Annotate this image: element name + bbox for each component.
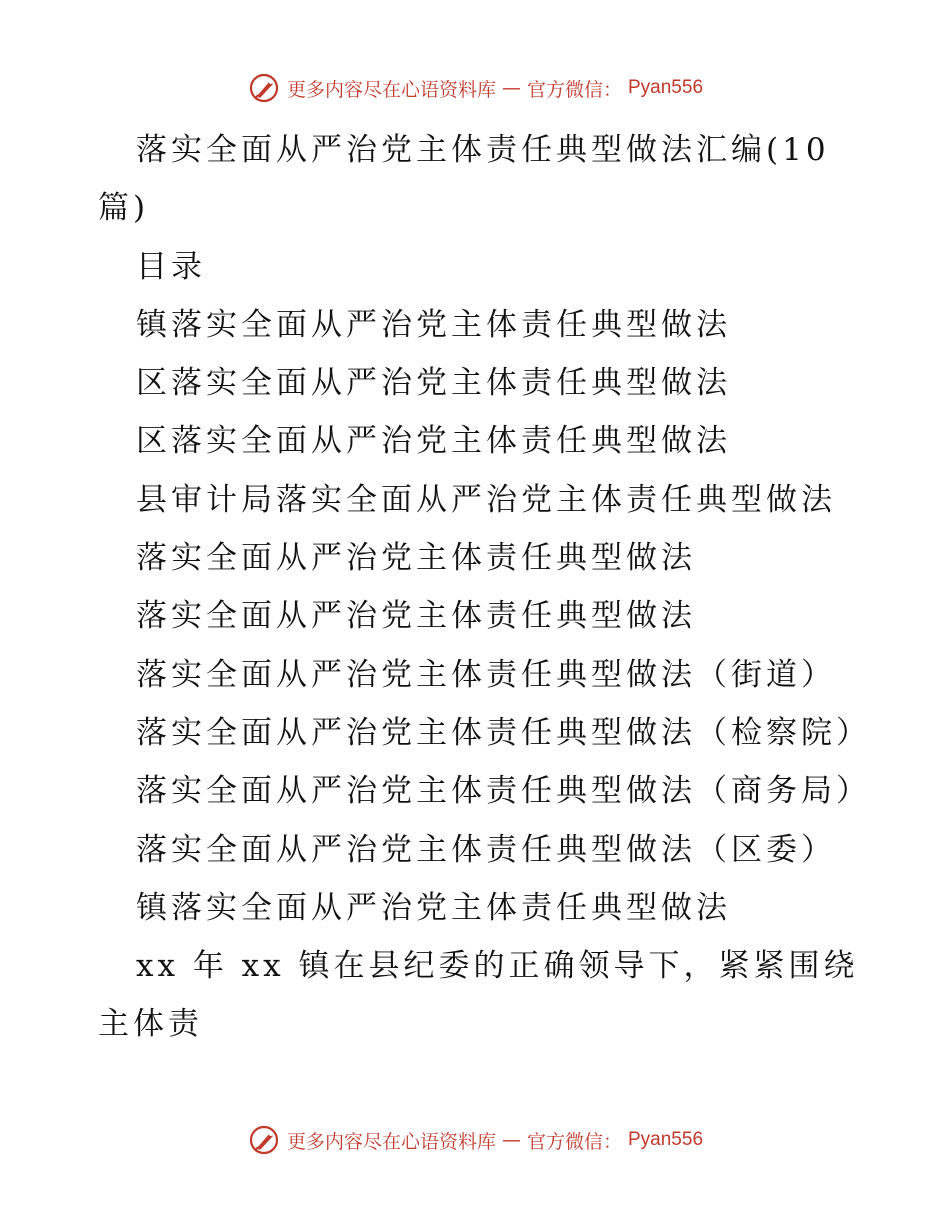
toc-item: 落实全面从严治党主体责任典型做法（商务局） [136, 773, 871, 810]
quill-pen-logo-icon [247, 1123, 281, 1157]
toc-heading: 目录 [136, 248, 206, 285]
toc-item: 县审计局落实全面从严治党主体责任典型做法 [136, 481, 836, 518]
banner-label: 官方微信： [526, 1130, 622, 1153]
body-line-1: xx 年 xx 镇在县纪委的正确领导下，紧紧围绕 [136, 948, 859, 985]
banner-separator: — [501, 77, 521, 99]
banner-account: Pyan556 [628, 1129, 704, 1150]
toc-item: 落实全面从严治党主体责任典型做法（街道） [136, 656, 836, 693]
body-paragraph [98, 937, 859, 1054]
toc-item: 落实全面从严治党主体责任典型做法 [136, 540, 696, 577]
document-title [98, 121, 838, 238]
title-line-1: 落实全面从严治党主体责任典型做法汇编(10 [136, 132, 830, 168]
banner-account: Pyan556 [628, 77, 704, 98]
toc-item: 落实全面从严治党主体责任典型做法 [136, 598, 696, 635]
toc-item: 镇落实全面从严治党主体责任典型做法 [136, 306, 731, 343]
header-watermark-banner [0, 68, 950, 108]
quill-pen-logo-icon [247, 71, 281, 105]
toc-item: 区落实全面从严治党主体责任典型做法 [136, 365, 731, 402]
banner-text: 更多内容尽在心语资料库 [286, 78, 496, 101]
section-heading: 镇落实全面从严治党主体责任典型做法 [136, 889, 731, 926]
body-line-2: 主体责 [98, 1006, 203, 1043]
document-body [98, 121, 871, 1054]
toc-item: 落实全面从严治党主体责任典型做法（检察院） [136, 714, 871, 751]
title-line-2: 篇) [98, 190, 150, 227]
toc-item: 区落实全面从严治党主体责任典型做法 [136, 423, 731, 460]
banner-separator: — [501, 1129, 521, 1151]
banner-text: 更多内容尽在心语资料库 [286, 1130, 496, 1153]
banner-label: 官方微信： [526, 78, 622, 101]
footer-watermark-banner [0, 1120, 950, 1160]
toc-item: 落实全面从严治党主体责任典型做法（区委） [136, 831, 836, 868]
